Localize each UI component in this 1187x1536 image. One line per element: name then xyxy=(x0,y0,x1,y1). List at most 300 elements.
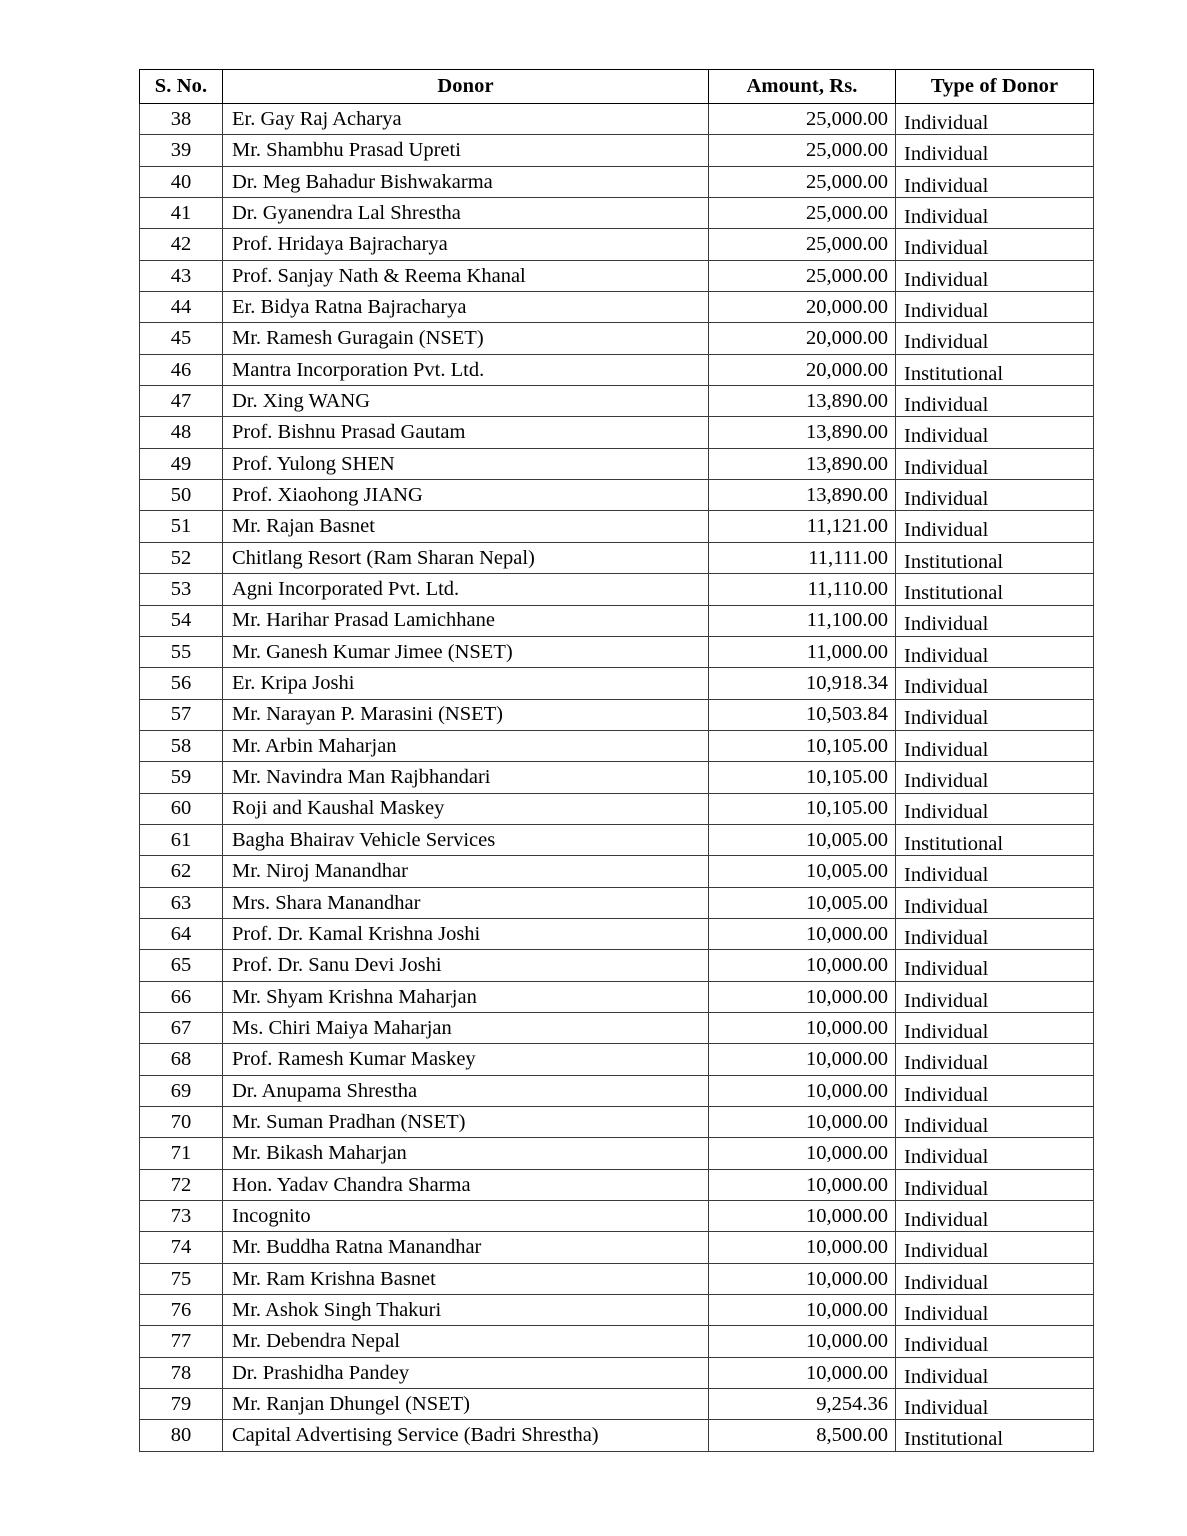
cell-donor-name xyxy=(223,856,709,887)
cell-serial-number-text: 66 xyxy=(170,985,192,1008)
table-row xyxy=(140,918,1094,949)
cell-amount xyxy=(709,166,896,197)
cell-donor-name xyxy=(223,542,709,573)
cell-donor-type-text: Individual xyxy=(904,989,989,1012)
cell-donor-name-text: Hon. Yadav Chandra Sharma xyxy=(232,1173,471,1196)
cell-amount-text: 10,503.84 xyxy=(806,703,888,726)
cell-amount xyxy=(709,730,896,761)
cell-donor-name-text: Mr. Bikash Maharjan xyxy=(232,1142,407,1165)
cell-donor-type xyxy=(896,1138,1094,1169)
cell-donor-type xyxy=(896,386,1094,417)
cell-amount xyxy=(709,762,896,793)
cell-amount-text: 10,000.00 xyxy=(806,954,888,977)
cell-donor-type xyxy=(896,135,1094,166)
table-row xyxy=(140,292,1094,323)
cell-donor-name xyxy=(223,1326,709,1357)
cell-amount xyxy=(709,229,896,260)
cell-amount-text: 11,121.00 xyxy=(806,515,888,538)
cell-donor-name-text: Mr. Narayan P. Marasini (NSET) xyxy=(232,703,504,726)
table-row xyxy=(140,668,1094,699)
cell-donor-name-text: Capital Advertising Service (Badri Shrestha) xyxy=(232,1424,599,1447)
table-row xyxy=(140,1326,1094,1357)
cell-serial-number xyxy=(140,918,223,949)
cell-serial-number xyxy=(140,1389,223,1420)
cell-donor-type-text: Individual xyxy=(904,205,989,228)
cell-donor-name-text: Roji and Kaushal Maskey xyxy=(232,797,445,820)
cell-donor-name-text: Mr. Ganesh Kumar Jimee (NSET) xyxy=(232,640,513,663)
cell-serial-number-text: 58 xyxy=(170,734,192,757)
cell-donor-type xyxy=(896,856,1094,887)
cell-amount xyxy=(709,448,896,479)
cell-serial-number xyxy=(140,104,223,135)
cell-donor-type xyxy=(896,166,1094,197)
cell-donor-name xyxy=(223,950,709,981)
cell-donor-name-text: Mr. Shyam Krishna Maharjan xyxy=(232,985,477,1008)
cell-serial-number xyxy=(140,386,223,417)
cell-serial-number-text: 46 xyxy=(170,358,192,381)
cell-amount xyxy=(709,636,896,667)
cell-amount-text: 10,005.00 xyxy=(806,891,888,914)
cell-amount-text: 10,000.00 xyxy=(806,1267,888,1290)
cell-donor-type xyxy=(896,417,1094,448)
table-row xyxy=(140,260,1094,291)
cell-donor-type xyxy=(896,1295,1094,1326)
cell-donor-type xyxy=(896,229,1094,260)
cell-amount-text: 10,105.00 xyxy=(806,766,888,789)
table-row xyxy=(140,762,1094,793)
cell-donor-name xyxy=(223,1389,709,1420)
cell-donor-type-text: Individual xyxy=(904,1114,989,1137)
cell-amount xyxy=(709,104,896,135)
cell-donor-name xyxy=(223,1138,709,1169)
cell-serial-number-text: 75 xyxy=(170,1267,192,1290)
cell-donor-type-text: Individual xyxy=(904,1365,989,1388)
cell-donor-name xyxy=(223,229,709,260)
cell-donor-type-text: Individual xyxy=(904,895,989,918)
cell-donor-name xyxy=(223,1107,709,1138)
cell-amount-text: 10,005.00 xyxy=(806,860,888,883)
cell-donor-type xyxy=(896,1326,1094,1357)
cell-donor-name-text: Mr. Debendra Nepal xyxy=(232,1330,400,1353)
cell-donor-name-text: Prof. Yulong SHEN xyxy=(232,452,395,475)
cell-donor-type-text: Individual xyxy=(904,1083,989,1106)
cell-donor-type xyxy=(896,636,1094,667)
cell-donor-type xyxy=(896,260,1094,291)
cell-amount xyxy=(709,260,896,291)
cell-serial-number xyxy=(140,887,223,918)
table-row xyxy=(140,605,1094,636)
cell-amount xyxy=(709,1201,896,1232)
cell-amount xyxy=(709,918,896,949)
cell-donor-name-text: Prof. Xiaohong JIANG xyxy=(232,484,423,507)
cell-donor-name-text: Mr. Shambhu Prasad Upreti xyxy=(232,139,461,162)
cell-serial-number-text: 43 xyxy=(170,264,192,287)
cell-serial-number xyxy=(140,480,223,511)
cell-amount-text: 10,000.00 xyxy=(806,1204,888,1227)
cell-serial-number xyxy=(140,1326,223,1357)
cell-donor-type-text: Individual xyxy=(904,111,989,134)
cell-serial-number-text: 57 xyxy=(170,703,192,726)
cell-serial-number-text: 79 xyxy=(170,1393,192,1416)
cell-serial-number-text: 67 xyxy=(170,1016,192,1039)
cell-donor-name xyxy=(223,1295,709,1326)
cell-donor-name xyxy=(223,1232,709,1263)
cell-donor-type xyxy=(896,323,1094,354)
cell-serial-number xyxy=(140,1012,223,1043)
cell-amount-text: 25,000.00 xyxy=(806,107,888,130)
cell-donor-name xyxy=(223,104,709,135)
cell-donor-name xyxy=(223,166,709,197)
cell-serial-number xyxy=(140,856,223,887)
cell-donor-name xyxy=(223,1169,709,1200)
cell-donor-type-text: Individual xyxy=(904,864,989,887)
cell-donor-type-text: Individual xyxy=(904,1271,989,1294)
cell-donor-type xyxy=(896,542,1094,573)
cell-donor-type xyxy=(896,668,1094,699)
cell-amount-text: 10,000.00 xyxy=(806,1110,888,1133)
table-row xyxy=(140,699,1094,730)
cell-serial-number xyxy=(140,636,223,667)
cell-donor-type xyxy=(896,1201,1094,1232)
table-row xyxy=(140,981,1094,1012)
cell-amount-text: 20,000.00 xyxy=(806,327,888,350)
cell-donor-name-text: Mrs. Shara Manandhar xyxy=(232,891,421,914)
cell-donor-name-text: Dr. Prashidha Pandey xyxy=(232,1361,410,1384)
cell-amount xyxy=(709,386,896,417)
cell-donor-type xyxy=(896,918,1094,949)
cell-donor-name xyxy=(223,699,709,730)
cell-serial-number-text: 55 xyxy=(170,640,192,663)
cell-donor-type xyxy=(896,793,1094,824)
column-header-donor xyxy=(223,70,709,104)
cell-amount xyxy=(709,135,896,166)
cell-amount xyxy=(709,511,896,542)
cell-serial-number-text: 60 xyxy=(170,797,192,820)
cell-amount-text: 9,254.36 xyxy=(816,1393,888,1416)
cell-donor-type-text: Individual xyxy=(904,1302,989,1325)
cell-donor-name-text: Mr. Ranjan Dhungel (NSET) xyxy=(232,1393,470,1416)
cell-serial-number-text: 65 xyxy=(170,954,192,977)
cell-serial-number-text: 64 xyxy=(170,922,192,945)
cell-donor-name-text: Mr. Arbin Maharjan xyxy=(232,734,397,757)
table-row xyxy=(140,1232,1094,1263)
cell-donor-type xyxy=(896,1012,1094,1043)
cell-serial-number xyxy=(140,417,223,448)
table-row xyxy=(140,856,1094,887)
cell-donor-name xyxy=(223,636,709,667)
table-row xyxy=(140,1107,1094,1138)
cell-amount xyxy=(709,887,896,918)
cell-serial-number-text: 80 xyxy=(170,1424,192,1447)
cell-donor-type-text: Individual xyxy=(904,1240,989,1263)
cell-donor-type xyxy=(896,1232,1094,1263)
cell-donor-type xyxy=(896,292,1094,323)
cell-donor-type-text: Individual xyxy=(904,425,989,448)
cell-donor-name-text: Prof. Dr. Kamal Krishna Joshi xyxy=(232,922,481,945)
cell-donor-type-text: Individual xyxy=(904,143,989,166)
cell-amount-text: 10,000.00 xyxy=(806,1298,888,1321)
cell-amount-text: 10,000.00 xyxy=(806,1048,888,1071)
cell-donor-type xyxy=(896,605,1094,636)
cell-amount xyxy=(709,1263,896,1294)
cell-donor-type-text: Individual xyxy=(904,707,989,730)
cell-donor-name xyxy=(223,1044,709,1075)
cell-amount xyxy=(709,480,896,511)
cell-donor-type-text: Individual xyxy=(904,676,989,699)
cell-donor-type xyxy=(896,981,1094,1012)
cell-donor-type-text: Individual xyxy=(904,644,989,667)
cell-donor-type-text: Individual xyxy=(904,1208,989,1231)
cell-donor-name xyxy=(223,354,709,385)
cell-donor-name-text: Agni Incorporated Pvt. Ltd. xyxy=(232,578,460,601)
cell-serial-number xyxy=(140,323,223,354)
cell-serial-number-text: 50 xyxy=(170,484,192,507)
cell-amount xyxy=(709,950,896,981)
cell-amount xyxy=(709,1138,896,1169)
table-row xyxy=(140,793,1094,824)
cell-amount xyxy=(709,1107,896,1138)
cell-donor-name-text: Ms. Chiri Maiya Maharjan xyxy=(232,1016,452,1039)
cell-donor-name-text: Er. Bidya Ratna Bajracharya xyxy=(232,295,467,318)
cell-amount xyxy=(709,1357,896,1388)
cell-amount xyxy=(709,668,896,699)
cell-donor-name xyxy=(223,1357,709,1388)
table-row xyxy=(140,1420,1094,1451)
cell-serial-number-text: 62 xyxy=(170,860,192,883)
cell-amount-text: 10,000.00 xyxy=(806,1173,888,1196)
cell-serial-number xyxy=(140,511,223,542)
table-row xyxy=(140,1263,1094,1294)
cell-amount-text: 20,000.00 xyxy=(806,295,888,318)
cell-donor-type-text: Individual xyxy=(904,801,989,824)
cell-amount-text: 8,500.00 xyxy=(816,1424,888,1447)
cell-donor-name-text: Er. Kripa Joshi xyxy=(232,672,355,695)
cell-donor-type-text: Institutional xyxy=(904,582,1004,605)
cell-serial-number xyxy=(140,1232,223,1263)
cell-serial-number xyxy=(140,542,223,573)
cell-amount-text: 10,000.00 xyxy=(806,1361,888,1384)
column-header-amount-label: Amount, Rs. xyxy=(746,75,858,98)
cell-serial-number-text: 44 xyxy=(170,295,192,318)
cell-donor-type-text: Institutional xyxy=(904,550,1004,573)
cell-donor-type xyxy=(896,699,1094,730)
cell-donor-type-text: Individual xyxy=(904,1397,989,1420)
cell-donor-type xyxy=(896,1357,1094,1388)
donor-table xyxy=(139,69,1094,1452)
cell-donor-type xyxy=(896,574,1094,605)
cell-serial-number xyxy=(140,793,223,824)
column-header-sno xyxy=(140,70,223,104)
cell-serial-number-text: 53 xyxy=(170,578,192,601)
cell-serial-number xyxy=(140,135,223,166)
cell-serial-number-text: 52 xyxy=(170,546,192,569)
cell-amount-text: 10,000.00 xyxy=(806,1330,888,1353)
cell-amount-text: 11,111.00 xyxy=(808,546,888,569)
cell-donor-type-text: Institutional xyxy=(904,362,1004,385)
cell-serial-number xyxy=(140,166,223,197)
cell-donor-type-text: Individual xyxy=(904,958,989,981)
table-header xyxy=(140,70,1094,104)
cell-donor-name xyxy=(223,292,709,323)
cell-serial-number xyxy=(140,292,223,323)
column-header-donor-label: Donor xyxy=(437,75,494,98)
cell-donor-name-text: Mr. Navindra Man Rajbhandari xyxy=(232,766,491,789)
cell-serial-number xyxy=(140,1169,223,1200)
cell-amount-text: 10,105.00 xyxy=(806,734,888,757)
cell-amount-text: 10,000.00 xyxy=(806,1236,888,1259)
cell-serial-number xyxy=(140,762,223,793)
cell-serial-number xyxy=(140,699,223,730)
cell-amount-text: 11,110.00 xyxy=(807,578,888,601)
cell-donor-type xyxy=(896,104,1094,135)
cell-donor-name xyxy=(223,1075,709,1106)
cell-donor-type-text: Individual xyxy=(904,394,989,417)
cell-donor-name-text: Bagha Bhairav Vehicle Services xyxy=(232,828,496,851)
cell-amount-text: 11,100.00 xyxy=(806,609,888,632)
table-row xyxy=(140,730,1094,761)
column-header-amount xyxy=(709,70,896,104)
cell-donor-name xyxy=(223,1263,709,1294)
table-row xyxy=(140,887,1094,918)
cell-donor-name xyxy=(223,1201,709,1232)
cell-donor-type-text: Individual xyxy=(904,770,989,793)
cell-amount xyxy=(709,981,896,1012)
cell-serial-number-text: 68 xyxy=(170,1048,192,1071)
table-header-row xyxy=(140,70,1094,104)
cell-serial-number xyxy=(140,1107,223,1138)
cell-donor-name xyxy=(223,260,709,291)
cell-amount-text: 13,890.00 xyxy=(806,452,888,475)
cell-amount xyxy=(709,1295,896,1326)
cell-serial-number xyxy=(140,605,223,636)
cell-donor-name-text: Prof. Bishnu Prasad Gautam xyxy=(232,421,466,444)
cell-amount-text: 10,000.00 xyxy=(806,922,888,945)
cell-donor-type xyxy=(896,762,1094,793)
cell-donor-type xyxy=(896,1263,1094,1294)
table-row xyxy=(140,574,1094,605)
cell-donor-type xyxy=(896,887,1094,918)
cell-donor-type xyxy=(896,511,1094,542)
cell-donor-name xyxy=(223,824,709,855)
cell-serial-number xyxy=(140,824,223,855)
table-row xyxy=(140,229,1094,260)
cell-donor-name-text: Mr. Suman Pradhan (NSET) xyxy=(232,1110,466,1133)
cell-donor-type xyxy=(896,1044,1094,1075)
cell-donor-name-text: Dr. Xing WANG xyxy=(232,390,370,413)
table-row xyxy=(140,417,1094,448)
table-row xyxy=(140,1169,1094,1200)
cell-amount xyxy=(709,198,896,229)
cell-amount xyxy=(709,856,896,887)
cell-donor-name xyxy=(223,730,709,761)
cell-donor-name xyxy=(223,1012,709,1043)
cell-amount xyxy=(709,1326,896,1357)
cell-donor-name xyxy=(223,887,709,918)
cell-amount xyxy=(709,292,896,323)
cell-donor-type-text: Individual xyxy=(904,1146,989,1169)
table-row xyxy=(140,135,1094,166)
cell-amount xyxy=(709,1169,896,1200)
cell-donor-name-text: Dr. Gyanendra Lal Shrestha xyxy=(232,201,461,224)
cell-donor-name-text: Prof. Dr. Sanu Devi Joshi xyxy=(232,954,442,977)
cell-donor-name xyxy=(223,793,709,824)
cell-donor-name-text: Prof. Hridaya Bajracharya xyxy=(232,233,448,256)
cell-serial-number xyxy=(140,1420,223,1451)
cell-serial-number xyxy=(140,1263,223,1294)
cell-amount-text: 13,890.00 xyxy=(806,390,888,413)
cell-donor-type xyxy=(896,198,1094,229)
cell-amount-text: 10,918.34 xyxy=(806,672,888,695)
cell-serial-number-text: 54 xyxy=(170,609,192,632)
cell-donor-type-text: Institutional xyxy=(904,832,1004,855)
cell-serial-number-text: 45 xyxy=(170,327,192,350)
cell-donor-name-text: Mr. Ashok Singh Thakuri xyxy=(232,1298,442,1321)
table-row xyxy=(140,511,1094,542)
cell-donor-name-text: Dr. Meg Bahadur Bishwakarma xyxy=(232,170,493,193)
cell-amount-text: 10,000.00 xyxy=(806,1016,888,1039)
table-row xyxy=(140,542,1094,573)
cell-donor-name-text: Prof. Ramesh Kumar Maskey xyxy=(232,1048,476,1071)
cell-serial-number-text: 78 xyxy=(170,1361,192,1384)
cell-serial-number-text: 69 xyxy=(170,1079,192,1102)
cell-donor-type-text: Individual xyxy=(904,456,989,479)
cell-amount-text: 25,000.00 xyxy=(806,139,888,162)
cell-amount xyxy=(709,574,896,605)
cell-donor-name xyxy=(223,323,709,354)
cell-amount-text: 20,000.00 xyxy=(806,358,888,381)
table-row xyxy=(140,480,1094,511)
cell-donor-type xyxy=(896,950,1094,981)
cell-serial-number-text: 47 xyxy=(170,390,192,413)
cell-serial-number-text: 72 xyxy=(170,1173,192,1196)
table-row xyxy=(140,104,1094,135)
cell-donor-name xyxy=(223,417,709,448)
table-row xyxy=(140,950,1094,981)
table-body xyxy=(140,104,1094,1452)
cell-donor-type xyxy=(896,1420,1094,1451)
cell-amount-text: 10,105.00 xyxy=(806,797,888,820)
cell-donor-type-text: Individual xyxy=(904,1177,989,1200)
cell-amount xyxy=(709,323,896,354)
cell-donor-type-text: Individual xyxy=(904,613,989,636)
cell-amount xyxy=(709,793,896,824)
cell-serial-number-text: 74 xyxy=(170,1236,192,1259)
cell-serial-number-text: 70 xyxy=(170,1110,192,1133)
cell-serial-number xyxy=(140,1357,223,1388)
cell-donor-name xyxy=(223,762,709,793)
cell-donor-type-text: Individual xyxy=(904,268,989,291)
column-header-sno-label: S. No. xyxy=(154,75,208,98)
table-row xyxy=(140,198,1094,229)
cell-donor-name xyxy=(223,668,709,699)
cell-donor-name-text: Mr. Rajan Basnet xyxy=(232,515,375,538)
table-row xyxy=(140,448,1094,479)
cell-donor-type xyxy=(896,824,1094,855)
cell-serial-number xyxy=(140,354,223,385)
cell-donor-name xyxy=(223,448,709,479)
cell-serial-number-text: 76 xyxy=(170,1298,192,1321)
cell-donor-type-text: Individual xyxy=(904,237,989,260)
cell-donor-type-text: Individual xyxy=(904,1052,989,1075)
cell-donor-type xyxy=(896,1107,1094,1138)
table-row xyxy=(140,354,1094,385)
cell-amount xyxy=(709,1012,896,1043)
table-row xyxy=(140,1044,1094,1075)
cell-serial-number-text: 40 xyxy=(170,170,192,193)
cell-amount-text: 10,005.00 xyxy=(806,828,888,851)
cell-donor-name-text: Mr. Niroj Manandhar xyxy=(232,860,408,883)
cell-donor-type-text: Individual xyxy=(904,331,989,354)
